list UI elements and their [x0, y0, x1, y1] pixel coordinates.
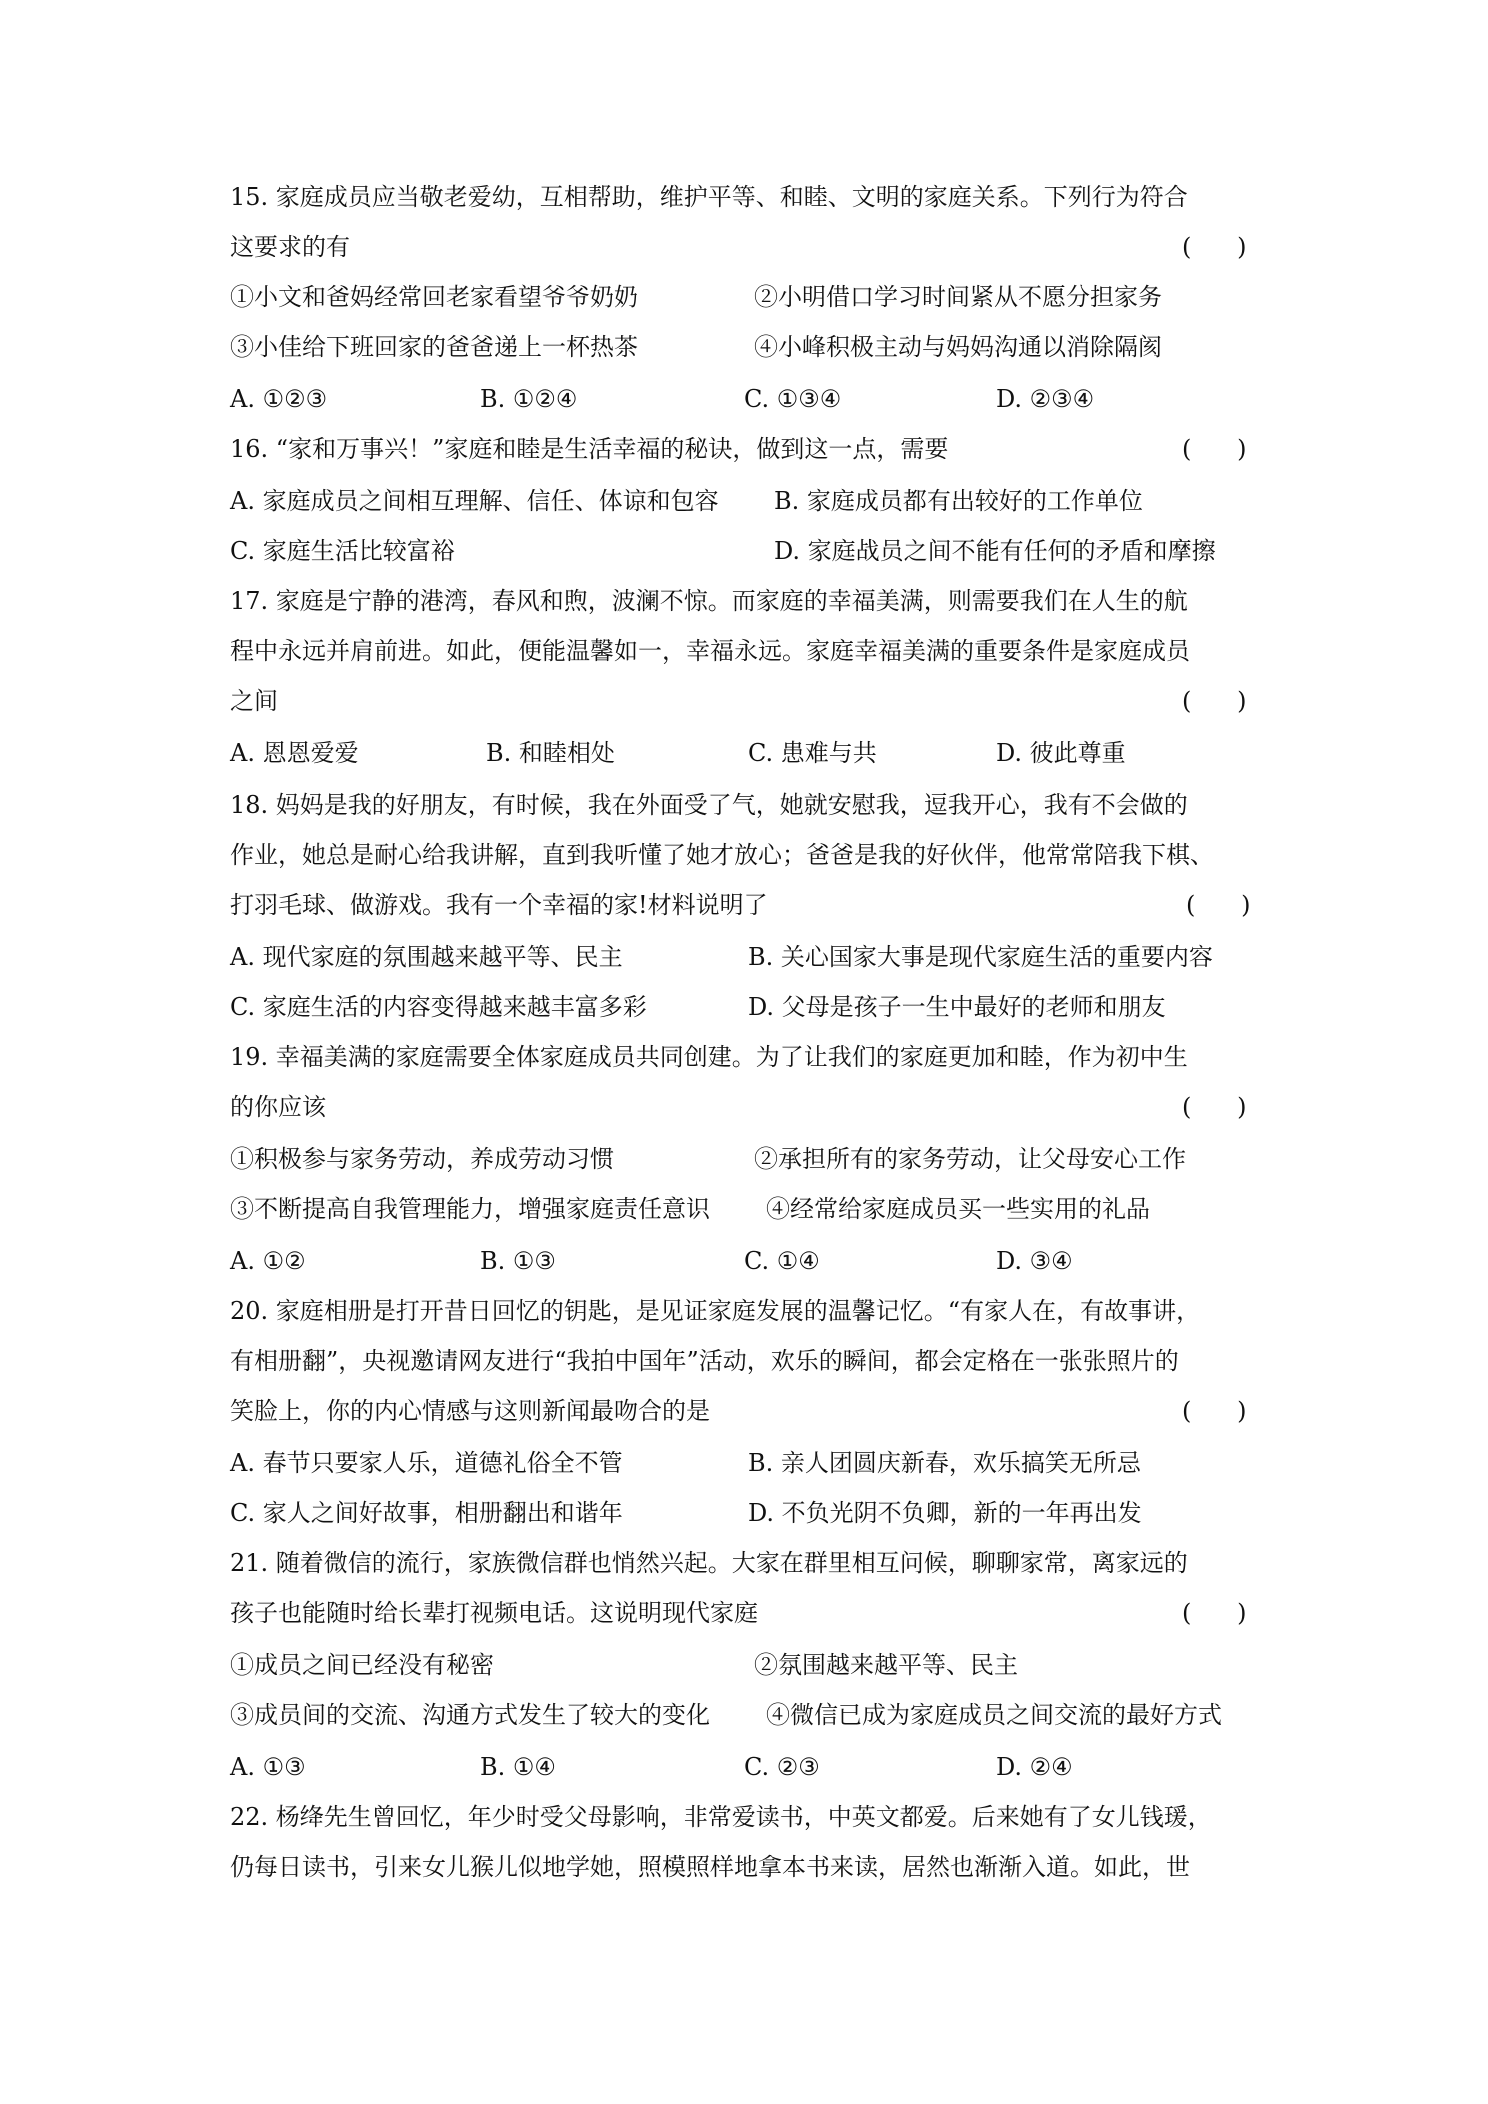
q18-option-a: A. 现代家庭的氛围越来越平等、民主 — [230, 943, 623, 971]
q19-item-3: ③不断提高自我管理能力，增强家庭责任意识 — [230, 1195, 710, 1223]
q17-option-a: A. 恩恩爱爱 — [230, 739, 359, 767]
q15-stem-line2: 这要求的有 — [230, 233, 350, 261]
q19-item-4: ④经常给家庭成员买一些实用的礼品 — [766, 1195, 1150, 1223]
q16-stem-line1: 16. “家和万事兴！”家庭和睦是生活幸福的秘诀，做到这一点，需要 — [230, 435, 949, 463]
q15-option-a: A. ①②③ — [230, 385, 328, 413]
q21-option-a: A. ①③ — [230, 1753, 306, 1781]
q16-option-d: D. 家庭战员之间不能有任何的矛盾和摩擦 — [774, 537, 1216, 565]
q22-stem-line2: 仍每日读书，引来女儿猴儿似地学她，照模照样地拿本书来读，居然也渐渐入道。如此，世 — [230, 1853, 1190, 1881]
q15-answer-blank: ( ) — [1182, 233, 1247, 261]
q20-answer-blank: ( ) — [1182, 1397, 1247, 1425]
q18-stem-line3: 打羽毛球、做游戏。我有一个幸福的家!材料说明了 — [230, 891, 768, 919]
q16-option-b: B. 家庭成员都有出较好的工作单位 — [774, 487, 1143, 515]
q17-stem-line3: 之间 — [230, 687, 278, 715]
q17-answer-blank: ( ) — [1182, 687, 1247, 715]
q18-option-c: C. 家庭生活的内容变得越来越丰富多彩 — [230, 993, 647, 1021]
q19-item-1: ①积极参与家务劳动，养成劳动习惯 — [230, 1145, 614, 1173]
q21-item-1: ①成员之间已经没有秘密 — [230, 1651, 494, 1679]
q20-option-c: C. 家人之间好故事，相册翻出和谐年 — [230, 1499, 623, 1527]
q19-option-d: D. ③④ — [996, 1247, 1073, 1275]
q18-option-b: B. 关心国家大事是现代家庭生活的重要内容 — [748, 943, 1213, 971]
q17-option-d: D. 彼此尊重 — [996, 739, 1126, 767]
q21-option-d: D. ②④ — [996, 1753, 1073, 1781]
q19-stem-line2: 的你应该 — [230, 1093, 326, 1121]
q15-option-c: C. ①③④ — [744, 385, 842, 413]
q20-option-b: B. 亲人团圆庆新春，欢乐搞笑无所忌 — [748, 1449, 1141, 1477]
q21-item-3: ③成员间的交流、沟通方式发生了较大的变化 — [230, 1701, 710, 1729]
q15-item-4: ④小峰积极主动与妈妈沟通以消除隔阂 — [754, 333, 1162, 361]
q17-option-b: B. 和睦相处 — [486, 739, 615, 767]
q16-option-c: C. 家庭生活比较富裕 — [230, 537, 455, 565]
q19-option-c: C. ①④ — [744, 1247, 820, 1275]
q20-option-a: A. 春节只要家人乐，道德礼俗全不管 — [230, 1449, 623, 1477]
q21-stem-line2: 孩子也能随时给长辈打视频电话。这说明现代家庭 — [230, 1599, 758, 1627]
q19-item-2: ②承担所有的家务劳动，让父母安心工作 — [754, 1145, 1186, 1173]
q15-item-2: ②小明借口学习时间紧从不愿分担家务 — [754, 283, 1162, 311]
q19-option-b: B. ①③ — [480, 1247, 556, 1275]
q21-stem-line1: 21. 随着微信的流行，家族微信群也悄然兴起。大家在群里相互问候，聊聊家常，离家远的 — [230, 1549, 1188, 1577]
q21-item-4: ④微信已成为家庭成员之间交流的最好方式 — [766, 1701, 1222, 1729]
q17-option-c: C. 患难与共 — [748, 739, 877, 767]
q18-answer-blank: ( ) — [1186, 891, 1251, 919]
q21-option-c: C. ②③ — [744, 1753, 820, 1781]
q20-stem-line2: 有相册翻”，央视邀请网友进行“我拍中国年”活动，欢乐的瞬间，都会定格在一张张照片的 — [230, 1347, 1179, 1375]
q16-answer-blank: ( ) — [1182, 435, 1247, 463]
q22-stem-line1: 22. 杨绛先生曾回忆，年少时受父母影响，非常爱读书，中英文都爱。后来她有了女儿钱瑗， — [230, 1803, 1212, 1831]
q21-answer-blank: ( ) — [1182, 1599, 1247, 1627]
q18-option-d: D. 父母是孩子一生中最好的老师和朋友 — [748, 993, 1166, 1021]
q20-stem-line3: 笑脸上，你的内心情感与这则新闻最吻合的是 — [230, 1397, 710, 1425]
q18-stem-line1: 18. 妈妈是我的好朋友，有时候，我在外面受了气，她就安慰我，逗我开心，我有不会做的 — [230, 791, 1188, 819]
q15-option-b: B. ①②④ — [480, 385, 578, 413]
q19-option-a: A. ①② — [230, 1247, 306, 1275]
q15-item-3: ③小佳给下班回家的爸爸递上一杯热茶 — [230, 333, 638, 361]
q17-stem-line1: 17. 家庭是宁静的港湾，春风和煦，波澜不惊。而家庭的幸福美满，则需要我们在人生的航 — [230, 587, 1188, 615]
q16-option-a: A. 家庭成员之间相互理解、信任、体谅和包容 — [230, 487, 719, 515]
q21-option-b: B. ①④ — [480, 1753, 556, 1781]
q17-stem-line2: 程中永远并肩前进。如此，便能温馨如一，幸福永远。家庭幸福美满的重要条件是家庭成员 — [230, 637, 1190, 665]
q15-item-1: ①小文和爸妈经常回老家看望爷爷奶奶 — [230, 283, 638, 311]
q15-option-d: D. ②③④ — [996, 385, 1095, 413]
q21-item-2: ②氛围越来越平等、民主 — [754, 1651, 1018, 1679]
q19-answer-blank: ( ) — [1182, 1093, 1247, 1121]
q15-stem-line1: 15. 家庭成员应当敬老爱幼，互相帮助，维护平等、和睦、文明的家庭关系。下列行为符合 — [230, 183, 1188, 211]
q18-stem-line2: 作业，她总是耐心给我讲解，直到我听懂了她才放心；爸爸是我的好伙伴，他常常陪我下棋、 — [230, 841, 1214, 869]
q20-option-d: D. 不负光阴不负卿，新的一年再出发 — [748, 1499, 1142, 1527]
q19-stem-line1: 19. 幸福美满的家庭需要全体家庭成员共同创建。为了让我们的家庭更加和睦，作为初中生 — [230, 1043, 1188, 1071]
q20-stem-line1: 20. 家庭相册是打开昔日回忆的钥匙，是见证家庭发展的温馨记忆。“有家人在，有故事讲， — [230, 1297, 1201, 1325]
